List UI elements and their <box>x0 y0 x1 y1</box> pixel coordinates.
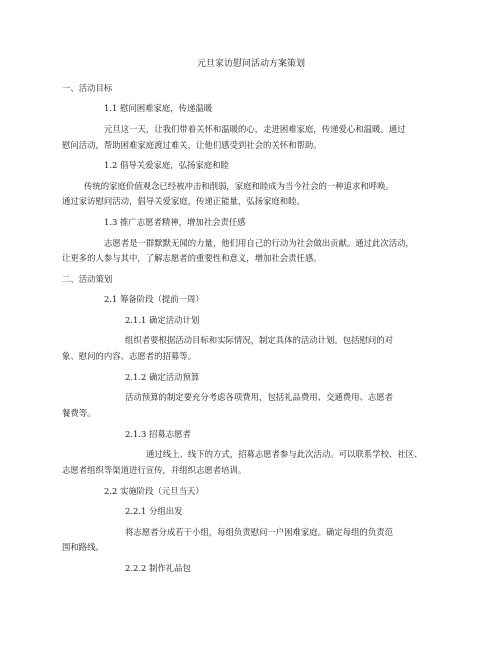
paragraph-line: 志愿者是一群默默无闻的力量，他们用自己的行动为社会做出贡献。通过此次活动， <box>104 238 414 248</box>
paragraph-line: 围和路线。 <box>62 542 104 552</box>
paragraph-line: 慰问活动，帮助困难家庭渡过难关，让他们感受到社会的关怀和帮助。 <box>62 140 322 150</box>
paragraph-line: 志愿者组织等渠道进行宣传，并组织志愿者培训。 <box>62 465 247 475</box>
subsection-heading: 1.2 倡导关爱家庭，弘扬家庭和睦 <box>104 160 229 170</box>
subsection-heading: 1.3 推广志愿者精神，增加社会责任感 <box>104 217 246 227</box>
document-title: 元旦家访慰问活动方案策划 <box>197 59 306 69</box>
section-heading: 二、活动策划 <box>62 274 113 284</box>
subsubsection-heading: 2.1.1 确定活动计划 <box>125 315 200 325</box>
paragraph-line: 元旦这一天，让我们带着关怀和温暖的心，走进困难家庭，传递爱心和温暖。通过 <box>104 124 406 134</box>
subsection-heading: 2.2 实施阶段（元旦当天） <box>104 486 204 496</box>
paragraph-line: 通过线上、线下的方式，招募志愿者参与此次活动。可以联系学校、社区、 <box>146 449 423 459</box>
paragraph-line: 组织者要根据活动目标和实际情况，制定具体的活动计划。包括慰问的对 <box>125 335 393 345</box>
subsubsection-heading: 2.2.2 制作礼品包 <box>125 563 191 573</box>
subsection-heading: 1.1 慰问困难家庭，传递温暖 <box>104 103 213 113</box>
paragraph-line: 将志愿者分成若干小组，每组负责慰问一户困难家庭。确定每组的负责范 <box>125 527 393 537</box>
paragraph-line: 通过家访慰问活动，倡导关爱家庭，传递正能量，弘扬家庭和睦。 <box>62 196 305 206</box>
subsection-heading: 2.1 筹备阶段（提前一周） <box>104 294 204 304</box>
paragraph-line: 象、慰问的内容、志愿者的招募等。 <box>62 351 196 361</box>
subsubsection-heading: 2.2.1 分组出发 <box>125 506 183 516</box>
subsubsection-heading: 2.1.2 确定活动预算 <box>125 372 200 382</box>
paragraph-line: 餐费等。 <box>62 408 96 418</box>
section-heading: 一、活动目标 <box>62 83 113 93</box>
paragraph-line: 传统的家庭价值观念已经被冲击和削弱，家庭和睦成为当今社会的一种追求和呼唤。 <box>84 181 394 191</box>
paragraph-line: 活动预算的制定要充分考虑各项费用，包括礼品费用、交通费用、志愿者 <box>125 392 393 402</box>
subsubsection-heading: 2.1.3 招募志愿者 <box>125 429 191 439</box>
paragraph-line: 让更多的人参与其中，了解志愿者的重要性和意义，增加社会责任感。 <box>62 253 322 263</box>
